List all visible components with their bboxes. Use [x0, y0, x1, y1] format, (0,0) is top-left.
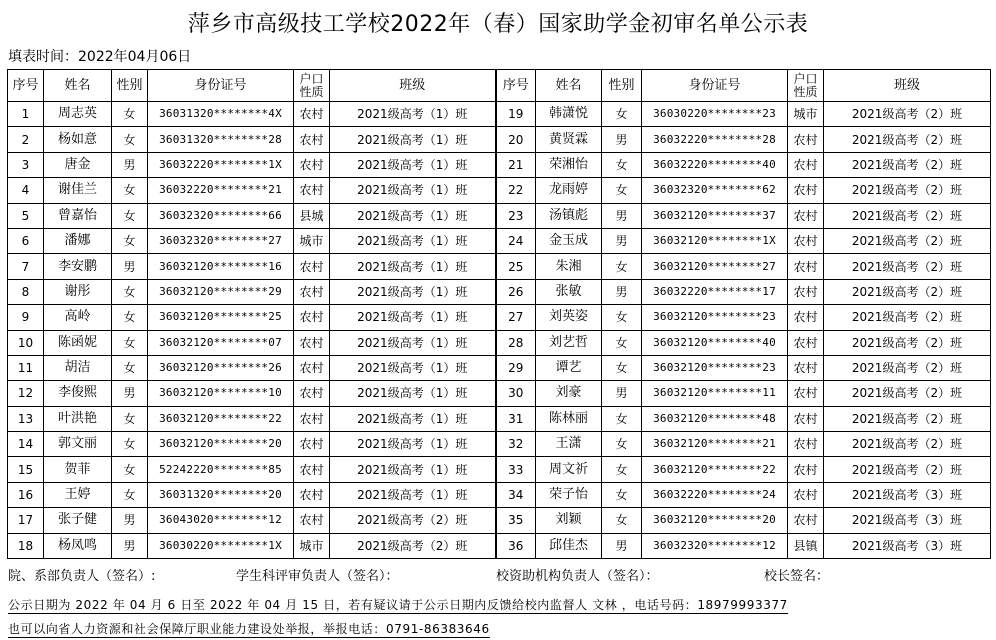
- cell-hukou-right: 农村: [788, 457, 824, 482]
- cell-hukou: 农村: [294, 330, 330, 355]
- cell-class: 2021级高考（1）班: [330, 178, 496, 203]
- cell-id-right: 36032120********23: [642, 305, 788, 330]
- cell-seq: 7: [8, 254, 44, 279]
- cell-seq: 13: [8, 406, 44, 431]
- page-title: 萍乡市高级技工学校2022年（春）国家助学金初审名单公示表: [187, 12, 809, 37]
- cell-name-right: 金玉成: [536, 228, 602, 253]
- cell-name: 杨凤鸣: [44, 533, 112, 558]
- cell-gender-right: 男: [602, 203, 642, 228]
- cell-hukou: 农村: [294, 432, 330, 457]
- cell-hukou: 县城: [294, 203, 330, 228]
- table-row: [8, 381, 991, 406]
- cell-seq: 17: [8, 508, 44, 533]
- cell-id-right: 36032220********28: [642, 127, 788, 152]
- cell-id: 36030220********1X: [148, 533, 294, 558]
- cell-name-right: 荣子怡: [536, 482, 602, 507]
- roster-table: [7, 69, 991, 559]
- cell-gender: 男: [112, 152, 148, 177]
- cell-id: 36032120********25: [148, 305, 294, 330]
- cell-gender: 女: [112, 279, 148, 304]
- cell-gender-right: 女: [602, 508, 642, 533]
- cell-gender: 女: [112, 355, 148, 380]
- cell-class: 2021级高考（1）班: [330, 355, 496, 380]
- cell-class: 2021级高考（1）班: [330, 457, 496, 482]
- cell-name-right: 荣湘怡: [536, 152, 602, 177]
- cell-id-right: 36032220********40: [642, 152, 788, 177]
- cell-seq-right: 36: [496, 533, 536, 558]
- cell-seq: 10: [8, 330, 44, 355]
- header-hukou-right: 户口性质: [788, 70, 824, 102]
- student-review-signature-label: 学生科评审负责人（签名）：: [236, 569, 399, 584]
- cell-id-right: 36032120********22: [642, 457, 788, 482]
- cell-class: 2021级高考（1）班: [330, 432, 496, 457]
- cell-gender-right: 男: [602, 533, 642, 558]
- cell-id: 36032120********22: [148, 406, 294, 431]
- cell-hukou: 农村: [294, 406, 330, 431]
- notice-line-1: 公示日期为 2022 年 04 月 6 日至 2022 年 04 月 15 日，若有疑议请于公示日期内反馈给校内监督人 文林 ，电话号码：18979993377: [8, 598, 788, 612]
- cell-hukou-right: 农村: [788, 508, 824, 533]
- cell-hukou-right: 农村: [788, 178, 824, 203]
- cell-class: 2021级高考（1）班: [330, 152, 496, 177]
- cell-gender-right: 女: [602, 406, 642, 431]
- cell-name: 谢佳兰: [44, 178, 112, 203]
- cell-class: 2021级高考（1）班: [330, 406, 496, 431]
- cell-hukou-right: 县镇: [788, 533, 824, 558]
- cell-class: 2021级高考（1）班: [330, 254, 496, 279]
- cell-gender-right: 男: [602, 279, 642, 304]
- cell-hukou-right: 农村: [788, 279, 824, 304]
- cell-hukou-right: 城市: [788, 102, 824, 127]
- cell-name: 潘娜: [44, 228, 112, 253]
- cell-hukou: 农村: [294, 457, 330, 482]
- cell-seq: 11: [8, 355, 44, 380]
- header-id-right: 身份证号: [642, 70, 788, 102]
- table-row: [8, 305, 991, 330]
- cell-class: 2021级高考（2）班: [330, 533, 496, 558]
- cell-gender-right: 男: [602, 228, 642, 253]
- table-row: [8, 330, 991, 355]
- cell-seq: 9: [8, 305, 44, 330]
- cell-name: 唐金: [44, 152, 112, 177]
- cell-id: 36043020********12: [148, 508, 294, 533]
- cell-name-right: 周文祈: [536, 457, 602, 482]
- cell-gender-right: 男: [602, 381, 642, 406]
- cell-class: 2021级高考（1）班: [330, 330, 496, 355]
- cell-name-right: 陈林丽: [536, 406, 602, 431]
- cell-name: 王婷: [44, 482, 112, 507]
- header-id: 身份证号: [148, 70, 294, 102]
- dept-signature-label: 院、系部负责人（签名）:: [8, 569, 156, 584]
- cell-name-right: 龙雨婷: [536, 178, 602, 203]
- cell-class: 2021级高考（1）班: [330, 381, 496, 406]
- cell-id-right: 36030220********23: [642, 102, 788, 127]
- cell-seq-right: 27: [496, 305, 536, 330]
- aid-agency-signature-label: 校资助机构负责人（签名）：: [496, 569, 659, 584]
- cell-gender: 女: [112, 482, 148, 507]
- cell-id-right: 36032320********62: [642, 178, 788, 203]
- cell-hukou-right: 农村: [788, 228, 824, 253]
- cell-id: 36032120********16: [148, 254, 294, 279]
- cell-seq-right: 24: [496, 228, 536, 253]
- cell-hukou: 农村: [294, 305, 330, 330]
- cell-gender: 女: [112, 102, 148, 127]
- cell-class-right: 2021级高考（2）班: [824, 432, 991, 457]
- cell-seq-right: 26: [496, 279, 536, 304]
- cell-id: 36031320********4X: [148, 102, 294, 127]
- cell-seq-right: 25: [496, 254, 536, 279]
- cell-hukou-right: 农村: [788, 254, 824, 279]
- table-row: [8, 279, 991, 304]
- cell-seq: 14: [8, 432, 44, 457]
- cell-id: 52242220********85: [148, 457, 294, 482]
- cell-gender-right: 女: [602, 152, 642, 177]
- cell-class-right: 2021级高考（2）班: [824, 228, 991, 253]
- cell-class-right: 2021级高考（2）班: [824, 279, 991, 304]
- cell-class-right: 2021级高考（2）班: [824, 254, 991, 279]
- cell-seq-right: 29: [496, 355, 536, 380]
- cell-id: 36031320********20: [148, 482, 294, 507]
- cell-id-right: 36032120********37: [642, 203, 788, 228]
- cell-name: 李俊熙: [44, 381, 112, 406]
- cell-class-right: 2021级高考（3）班: [824, 482, 991, 507]
- cell-seq-right: 34: [496, 482, 536, 507]
- cell-class-right: 2021级高考（2）班: [824, 305, 991, 330]
- cell-gender: 女: [112, 178, 148, 203]
- cell-id: 36032120********07: [148, 330, 294, 355]
- cell-class: 2021级高考（1）班: [330, 102, 496, 127]
- cell-hukou: 农村: [294, 279, 330, 304]
- cell-name: 郭文丽: [44, 432, 112, 457]
- cell-hukou: 农村: [294, 254, 330, 279]
- table-row: [8, 406, 991, 431]
- cell-seq-right: 23: [496, 203, 536, 228]
- cell-gender: 女: [112, 406, 148, 431]
- cell-class: 2021级高考（2）班: [330, 508, 496, 533]
- cell-name-right: 邱佳杰: [536, 533, 602, 558]
- cell-gender: 女: [112, 432, 148, 457]
- cell-hukou: 农村: [294, 508, 330, 533]
- cell-gender: 男: [112, 533, 148, 558]
- cell-class-right: 2021级高考（2）班: [824, 355, 991, 380]
- cell-seq: 15: [8, 457, 44, 482]
- cell-seq-right: 31: [496, 406, 536, 431]
- cell-gender-right: 女: [602, 482, 642, 507]
- cell-name-right: 谭艺: [536, 355, 602, 380]
- header-row: [8, 70, 991, 102]
- cell-gender: 女: [112, 127, 148, 152]
- cell-gender: 男: [112, 381, 148, 406]
- cell-gender-right: 女: [602, 355, 642, 380]
- cell-name-right: 张敏: [536, 279, 602, 304]
- cell-hukou-right: 农村: [788, 406, 824, 431]
- header-seq: 序号: [8, 70, 44, 102]
- cell-name-right: 王潇: [536, 432, 602, 457]
- cell-class-right: 2021级高考（2）班: [824, 127, 991, 152]
- cell-id-right: 36032120********20: [642, 508, 788, 533]
- cell-name: 张子健: [44, 508, 112, 533]
- cell-id: 36032320********27: [148, 228, 294, 253]
- cell-class: 2021级高考（1）班: [330, 203, 496, 228]
- table-row: [8, 127, 991, 152]
- cell-gender-right: 男: [602, 127, 642, 152]
- cell-name-right: 黄贤霖: [536, 127, 602, 152]
- cell-seq-right: 22: [496, 178, 536, 203]
- cell-class-right: 2021级高考（3）班: [824, 533, 991, 558]
- table-row: [8, 254, 991, 279]
- cell-seq: 6: [8, 228, 44, 253]
- cell-name-right: 韩潇悦: [536, 102, 602, 127]
- cell-name: 曾嘉怡: [44, 203, 112, 228]
- cell-gender: 男: [112, 254, 148, 279]
- cell-name-right: 刘颖: [536, 508, 602, 533]
- cell-hukou-right: 农村: [788, 305, 824, 330]
- cell-seq-right: 21: [496, 152, 536, 177]
- cell-seq: 5: [8, 203, 44, 228]
- cell-gender-right: 女: [602, 457, 642, 482]
- cell-id-right: 36032220********24: [642, 482, 788, 507]
- cell-id: 36032120********10: [148, 381, 294, 406]
- cell-class-right: 2021级高考（2）班: [824, 330, 991, 355]
- cell-hukou-right: 农村: [788, 203, 824, 228]
- cell-id-right: 36032120********1X: [642, 228, 788, 253]
- notice-line-2: 也可以向省人力资源和社会保障厅职业能力建设处举报，举报电话：0791-86383646: [8, 622, 490, 636]
- cell-id: 36031320********28: [148, 127, 294, 152]
- cell-hukou: 农村: [294, 127, 330, 152]
- cell-seq-right: 32: [496, 432, 536, 457]
- cell-seq-right: 28: [496, 330, 536, 355]
- cell-seq: 2: [8, 127, 44, 152]
- cell-gender-right: 女: [602, 305, 642, 330]
- table-row: [8, 355, 991, 380]
- table-row: [8, 432, 991, 457]
- cell-seq-right: 33: [496, 457, 536, 482]
- cell-hukou: 农村: [294, 381, 330, 406]
- cell-seq: 12: [8, 381, 44, 406]
- cell-name: 李安鹏: [44, 254, 112, 279]
- cell-class-right: 2021级高考（2）班: [824, 102, 991, 127]
- cell-hukou: 农村: [294, 355, 330, 380]
- cell-gender-right: 女: [602, 178, 642, 203]
- header-gender: 性别: [112, 70, 148, 102]
- cell-hukou-right: 农村: [788, 381, 824, 406]
- table-row: [8, 533, 991, 558]
- table-row: [8, 457, 991, 482]
- signature-row: [8, 568, 988, 586]
- cell-gender: 女: [112, 330, 148, 355]
- cell-seq-right: 35: [496, 508, 536, 533]
- roster-body: [8, 102, 991, 559]
- cell-hukou-right: 农村: [788, 127, 824, 152]
- cell-hukou: 农村: [294, 152, 330, 177]
- table-row: [8, 508, 991, 533]
- table-row: [8, 178, 991, 203]
- header-class: 班级: [330, 70, 496, 102]
- header-seq-right: 序号: [496, 70, 536, 102]
- cell-hukou: 农村: [294, 482, 330, 507]
- cell-name: 陈函妮: [44, 330, 112, 355]
- cell-name: 杨如意: [44, 127, 112, 152]
- cell-id-right: 36032120********40: [642, 330, 788, 355]
- cell-name-right: 朱湘: [536, 254, 602, 279]
- cell-seq-right: 20: [496, 127, 536, 152]
- cell-seq: 4: [8, 178, 44, 203]
- cell-gender: 女: [112, 457, 148, 482]
- cell-class: 2021级高考（1）班: [330, 127, 496, 152]
- cell-name: 谢彤: [44, 279, 112, 304]
- cell-id-right: 36032320********12: [642, 533, 788, 558]
- cell-seq-right: 19: [496, 102, 536, 127]
- cell-hukou: 城市: [294, 533, 330, 558]
- cell-name-right: 刘英姿: [536, 305, 602, 330]
- cell-class-right: 2021级高考（2）班: [824, 406, 991, 431]
- cell-class-right: 2021级高考（2）班: [824, 178, 991, 203]
- cell-class-right: 2021级高考（2）班: [824, 381, 991, 406]
- cell-gender-right: 女: [602, 102, 642, 127]
- table-row: [8, 203, 991, 228]
- cell-gender: 女: [112, 203, 148, 228]
- cell-hukou-right: 农村: [788, 152, 824, 177]
- cell-id: 36032220********21: [148, 178, 294, 203]
- cell-seq: 3: [8, 152, 44, 177]
- cell-seq: 1: [8, 102, 44, 127]
- cell-hukou-right: 农村: [788, 355, 824, 380]
- cell-id: 36032120********29: [148, 279, 294, 304]
- header-class-right: 班级: [824, 70, 991, 102]
- cell-id-right: 36032120********48: [642, 406, 788, 431]
- cell-hukou: 农村: [294, 178, 330, 203]
- table-row: [8, 482, 991, 507]
- cell-class: 2021级高考（1）班: [330, 482, 496, 507]
- cell-class: 2021级高考（1）班: [330, 228, 496, 253]
- cell-hukou: 城市: [294, 228, 330, 253]
- cell-gender-right: 女: [602, 330, 642, 355]
- cell-class: 2021级高考（1）班: [330, 279, 496, 304]
- cell-name: 高岭: [44, 305, 112, 330]
- cell-id-right: 36032120********27: [642, 254, 788, 279]
- cell-name-right: 刘豪: [536, 381, 602, 406]
- cell-class-right: 2021级高考（2）班: [824, 457, 991, 482]
- header-hukou: 户口性质: [294, 70, 330, 102]
- cell-class-right: 2021级高考（2）班: [824, 203, 991, 228]
- cell-hukou-right: 农村: [788, 482, 824, 507]
- table-row: [8, 228, 991, 253]
- table-row: [8, 102, 991, 127]
- header-name-right: 姓名: [536, 70, 602, 102]
- principal-signature-label: 校长签名：: [764, 569, 830, 584]
- cell-name: 胡洁: [44, 355, 112, 380]
- cell-hukou-right: 农村: [788, 432, 824, 457]
- cell-id: 36032120********26: [148, 355, 294, 380]
- table-row: [8, 152, 991, 177]
- cell-class-right: 2021级高考（3）班: [824, 508, 991, 533]
- fill-date: 填表时间：2022年04月06日: [8, 49, 192, 65]
- cell-seq: 18: [8, 533, 44, 558]
- header-name: 姓名: [44, 70, 112, 102]
- cell-id: 36032320********66: [148, 203, 294, 228]
- cell-name: 贺菲: [44, 457, 112, 482]
- cell-class-right: 2021级高考（2）班: [824, 152, 991, 177]
- cell-name-right: 刘艺哲: [536, 330, 602, 355]
- cell-id-right: 36032120********21: [642, 432, 788, 457]
- cell-id: 36032120********20: [148, 432, 294, 457]
- cell-name-right: 汤镇彪: [536, 203, 602, 228]
- cell-seq-right: 30: [496, 381, 536, 406]
- header-gender-right: 性别: [602, 70, 642, 102]
- cell-seq: 8: [8, 279, 44, 304]
- cell-id-right: 36032120********23: [642, 355, 788, 380]
- cell-hukou-right: 农村: [788, 330, 824, 355]
- cell-seq: 16: [8, 482, 44, 507]
- cell-id-right: 36032120********11: [642, 381, 788, 406]
- cell-name: 周志英: [44, 102, 112, 127]
- cell-hukou: 农村: [294, 102, 330, 127]
- cell-gender-right: 女: [602, 254, 642, 279]
- cell-gender: 男: [112, 508, 148, 533]
- cell-name: 叶洪艳: [44, 406, 112, 431]
- cell-gender-right: 女: [602, 432, 642, 457]
- cell-gender: 女: [112, 305, 148, 330]
- cell-gender: 女: [112, 228, 148, 253]
- cell-id: 36032220********1X: [148, 152, 294, 177]
- cell-id-right: 36032220********17: [642, 279, 788, 304]
- cell-class: 2021级高考（1）班: [330, 305, 496, 330]
